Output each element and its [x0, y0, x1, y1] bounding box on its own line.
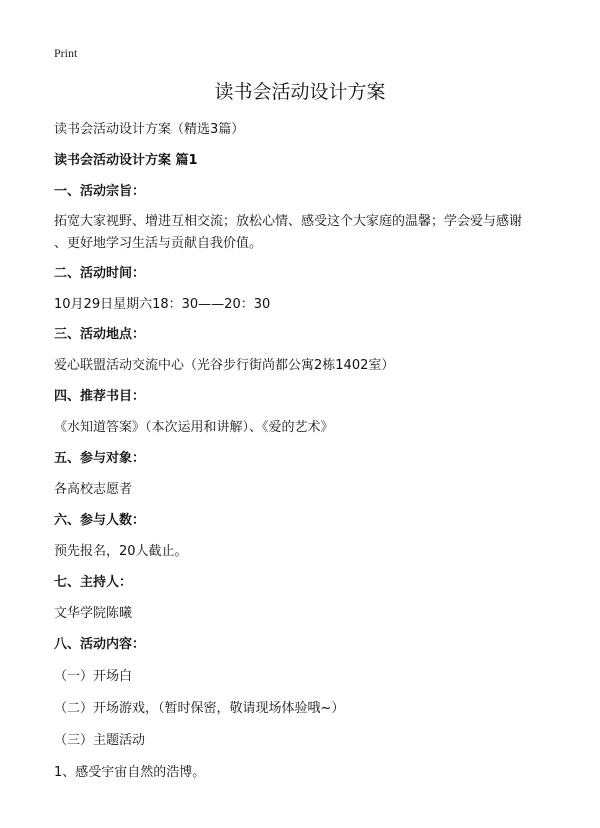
- time-text: 10月29日星期六18：30——20：30: [54, 297, 271, 312]
- content-item-game: （二）开场游戏，（暂时保密，敬请现场体验哦~）: [54, 701, 345, 716]
- host-text: 文华学院陈曦: [54, 606, 133, 621]
- print-label: Print: [54, 46, 78, 60]
- section-title: 读书会活动设计方案 篇1: [54, 153, 198, 168]
- content-item-universe: 1、感受宇宙自然的浩博。: [54, 765, 206, 780]
- content-item-opening: （一）开场白: [54, 669, 133, 684]
- heading-count: 六、参与人数：: [54, 513, 146, 528]
- document-title: 读书会活动设计方案: [214, 81, 386, 103]
- count-text: 预先报名，20人截止。: [54, 544, 188, 559]
- heading-time: 二、活动时间：: [54, 266, 146, 281]
- document-subtitle: 读书会活动设计方案（精选3篇）: [54, 122, 245, 137]
- heading-location: 三、活动地点：: [54, 327, 146, 342]
- heading-purpose: 一、活动宗旨：: [54, 184, 146, 199]
- heading-participants: 五、参与对象：: [54, 451, 146, 466]
- books-text: 《水知道答案》（本次运用和讲解）、《爱的艺术》: [54, 420, 334, 435]
- participants-text: 各高校志愿者: [54, 482, 133, 497]
- purpose-text-line2: 、更好地学习生活与贡献自我价值。: [54, 236, 263, 251]
- content-item-theme: （三）主题活动: [54, 733, 146, 748]
- location-text: 爱心联盟活动交流中心（光谷步行街尚都公寓2栋1402室）: [54, 358, 395, 373]
- heading-host: 七、主持人：: [54, 575, 133, 590]
- purpose-text-line1: 拓宽大家视野、增进互相交流；放松心情、感受这个大家庭的温馨；学会爱与感谢: [54, 214, 523, 229]
- heading-books: 四、推荐书目：: [54, 389, 146, 404]
- heading-content: 八、活动内容：: [54, 637, 146, 652]
